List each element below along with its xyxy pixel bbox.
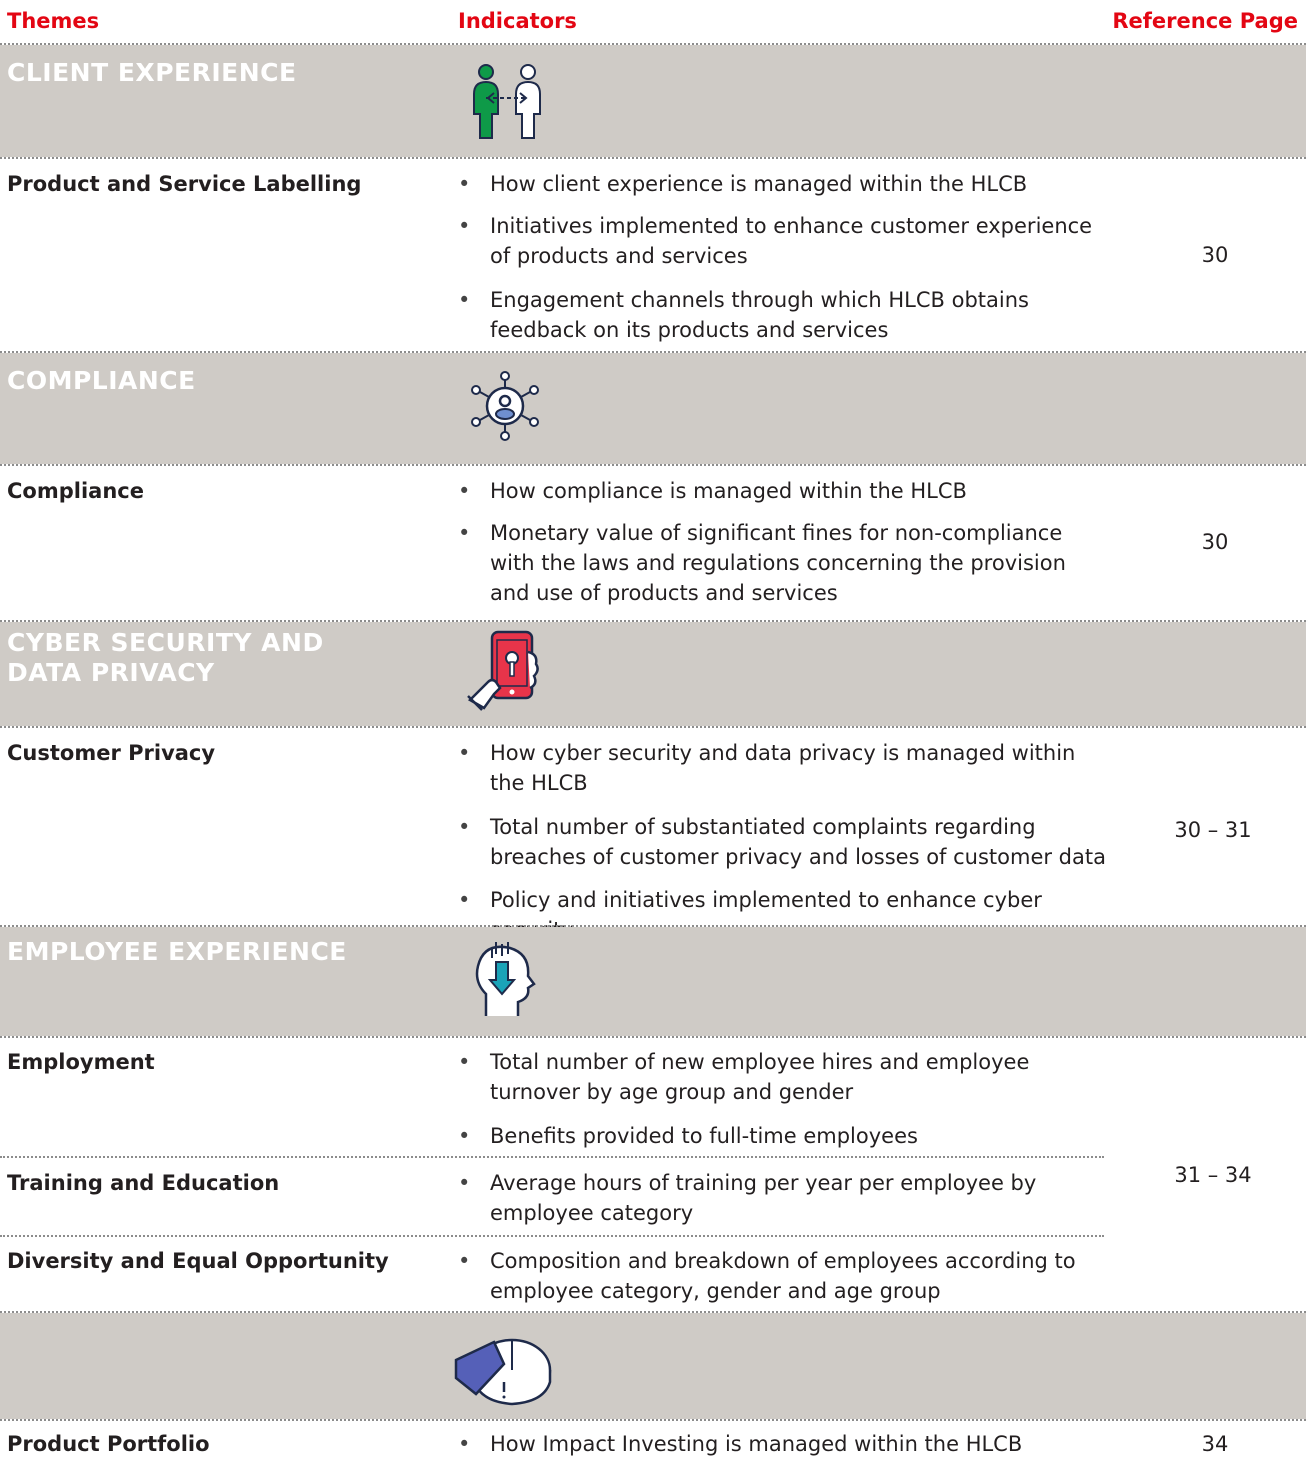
indicator-item: • Total number of new employee hires and employee turnover by age group and gender [458, 1050, 1030, 1104]
reference-page: 34 [1201, 1432, 1229, 1456]
reference-page: 30 [1201, 243, 1229, 267]
theme-product-portfolio: Product Portfolio [7, 1432, 210, 1456]
divider [0, 1036, 1306, 1038]
head-learning-icon [472, 940, 536, 1026]
reference-page: 31 – 34 [1174, 1163, 1252, 1187]
indicator-item: • How Impact Investing is managed within the HLCB [458, 1432, 1023, 1456]
divider [0, 157, 1306, 159]
indicator-item: • Total number of substantiated complaints regarding breaches of customer privacy and losses of customer data [458, 815, 1106, 869]
divider [0, 1419, 1306, 1421]
section-title: CYBER SECURITY AND DATA PRIVACY [7, 628, 324, 687]
indicator-item: • Policy and initiatives implemented to enhance cyber [458, 888, 1042, 912]
reference-page: 30 – 31 [1174, 818, 1252, 842]
divider [0, 726, 1306, 728]
header-indicators: Indicators [458, 9, 577, 33]
indicator-item: • How compliance is managed within the HLCB [458, 479, 967, 503]
header-reference-page: Reference Page [1112, 9, 1298, 33]
divider [0, 1235, 1104, 1237]
divider [0, 1156, 1104, 1158]
theme-diversity-equal-opportunity: Diversity and Equal Opportunity [7, 1249, 389, 1273]
phone-security-icon [466, 630, 546, 720]
theme-training-education: Training and Education [7, 1171, 280, 1195]
indicator-item: • Engagement channels through which HLCB obtains feedback on its products and services [458, 288, 1029, 342]
section-band-impact-investing [0, 1313, 1306, 1419]
indicator-item: • Monetary value of significant fines for non-compliance with the laws and regulations concerning the provision and use of products and services [458, 521, 1066, 605]
indicator-item: • Initiatives implemented to enhance customer experience of products and services [458, 214, 1093, 268]
section-title: IMPACT INVESTING [7, 1271, 282, 1300]
client-exchange-icon [468, 62, 550, 148]
header-themes: Themes [7, 9, 100, 33]
pie-chart-icon [452, 1320, 554, 1416]
indicator-item: • Composition and breakdown of employees according to employee category, gender and age group [458, 1249, 1076, 1303]
indicator-item: • Average hours of training per year per employee by employee category [458, 1171, 1037, 1225]
section-band-compliance [0, 353, 1306, 464]
theme-product-service-labelling: Product and Service Labelling [7, 172, 362, 196]
section-title: COMPLIANCE [7, 366, 196, 395]
theme-compliance: Compliance [7, 479, 144, 503]
indicator-item: • How cyber security and data privacy is managed within the HLCB [458, 741, 1076, 795]
section-title: EMPLOYEE EXPERIENCE [7, 937, 347, 966]
indicator-item: • Benefits provided to full-time employees [458, 1124, 918, 1148]
compliance-network-icon [470, 370, 540, 450]
section-title: CLIENT EXPERIENCE [7, 58, 297, 87]
reference-page: 30 [1201, 530, 1229, 554]
theme-customer-privacy: Customer Privacy [7, 741, 216, 765]
theme-employment: Employment [7, 1050, 155, 1074]
indicator-item: • How client experience is managed within the HLCB [458, 172, 1028, 196]
divider [0, 464, 1306, 466]
